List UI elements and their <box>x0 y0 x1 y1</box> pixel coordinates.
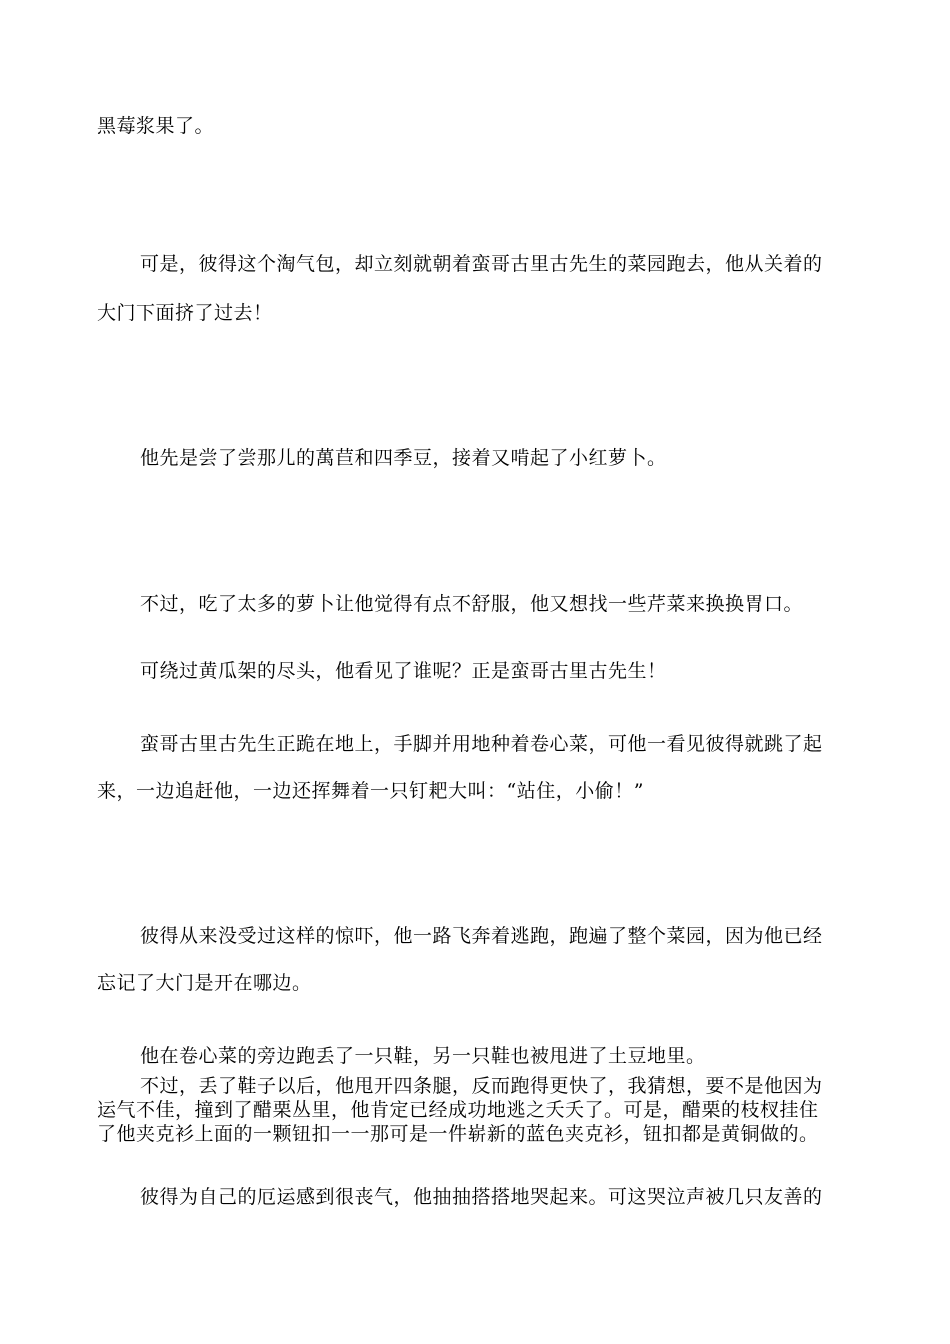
text-line: 运气不佳，撞到了醋栗丛里，他肯定已经成功地逃之夭夭了。可是，醋栗的枝杈挂住 <box>97 1099 819 1121</box>
text-line: 他在卷心菜的旁边跑丢了一只鞋，另一只鞋也被甩进了土豆地里。 <box>140 1045 706 1067</box>
text-line: 蛮哥古里古先生正跪在地上，手脚并用地种着卷心菜，可他一看见彼得就跳了起 <box>140 733 823 755</box>
text-line: 可绕过黄瓜架的尽头，他看见了谁呢？正是蛮哥古里古先生！ <box>140 660 667 682</box>
text-line: 彼得从来没受过这样的惊吓，他一路飞奔着逃跑，跑遍了整个菜园，因为他已经 <box>140 925 823 947</box>
text-line: 不过，吃了太多的萝卜让他觉得有点不舒服，他又想找一些芹菜来换换胃口。 <box>140 593 804 615</box>
text-line: 来，一边追赶他，一边还挥舞着一只钉耙大叫：“站住，小偷！” <box>97 780 644 802</box>
text-line: 大门下面挤了过去！ <box>97 302 273 324</box>
text-line: 彼得为自己的厄运感到很丧气，他抽抽搭搭地哭起来。可这哭泣声被几只友善的 <box>140 1186 823 1208</box>
text-line: 忘记了大门是开在哪边。 <box>97 972 312 994</box>
text-line: 了他夹克衫上面的一颗钮扣一一那可是一件崭新的蓝色夹克衫，钮扣都是黄铜做的。 <box>97 1123 819 1145</box>
text-line: 黑莓浆果了。 <box>97 115 215 137</box>
text-line: 他先是尝了尝那儿的萬苣和四季豆，接着又啃起了小红萝卜。 <box>140 447 667 469</box>
text-line: 可是，彼得这个淘气包，却立刻就朝着蛮哥古里古先生的菜园跑去，他从关着的 <box>140 253 823 275</box>
text-line: 不过，丢了鞋子以后，他甩开四条腿，反而跑得更快了，我猜想，要不是他因为 <box>140 1075 823 1097</box>
